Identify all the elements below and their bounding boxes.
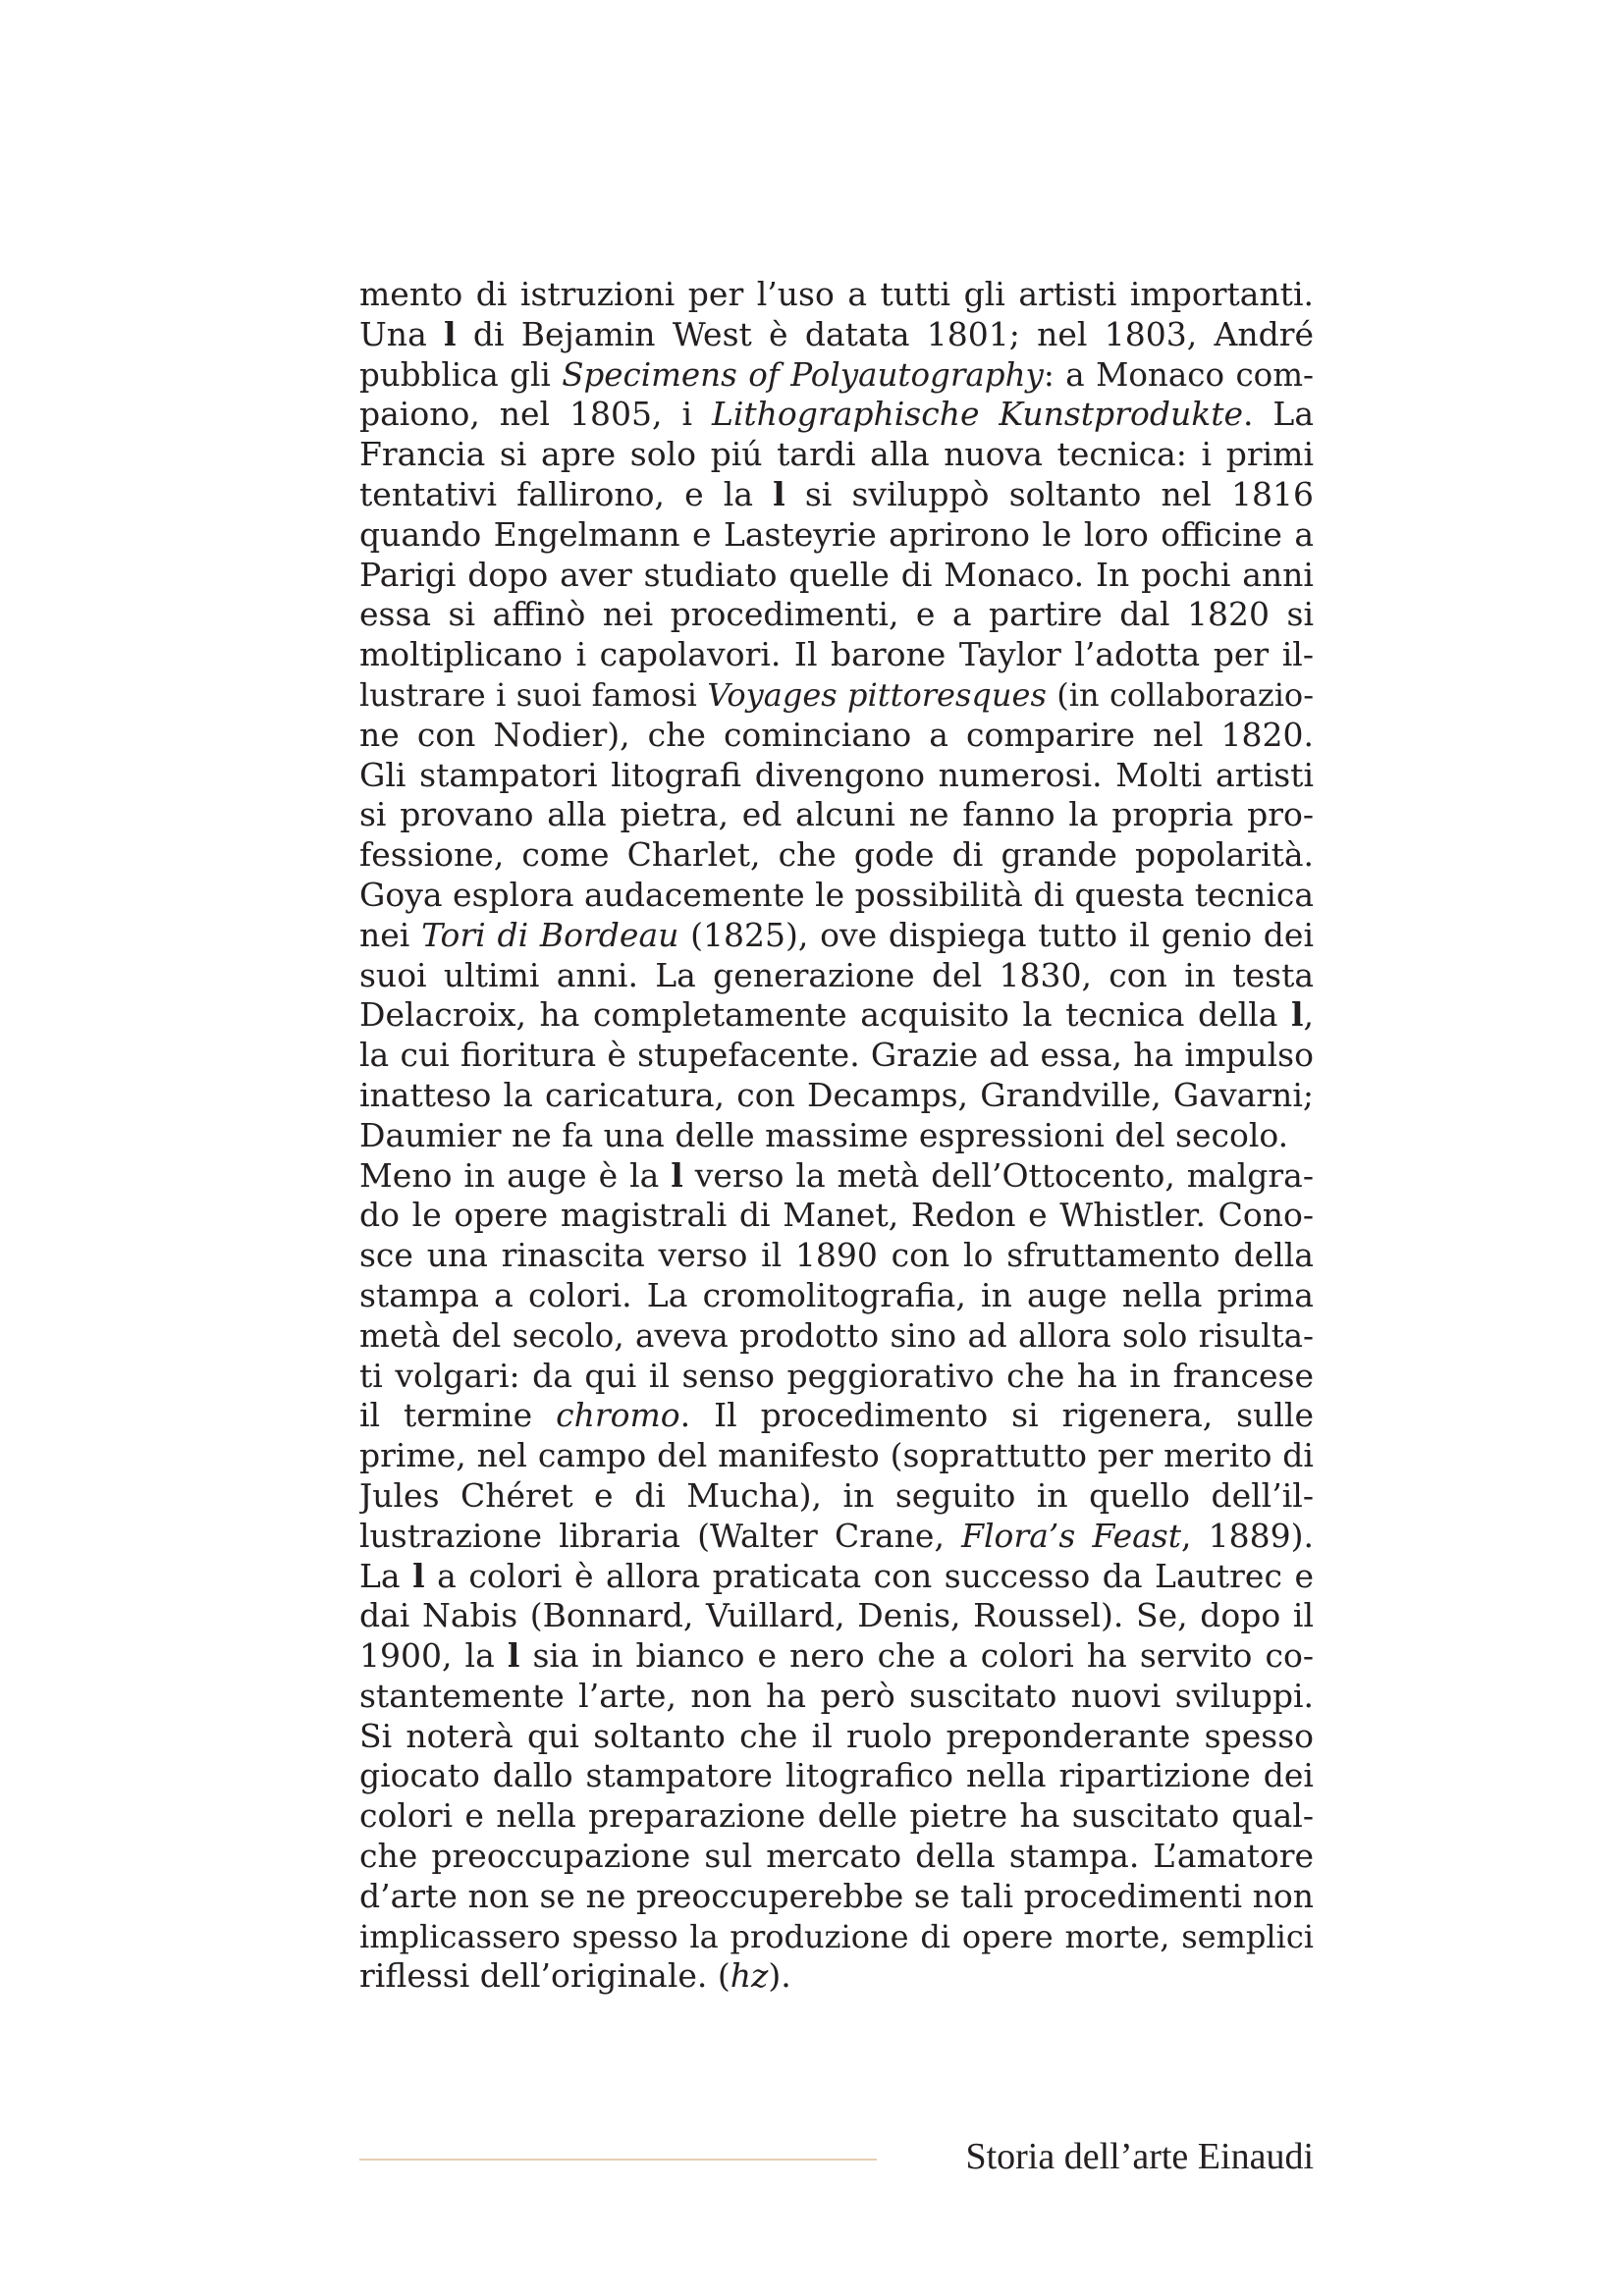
headword-abbreviation: l xyxy=(1290,995,1304,1035)
text-run: tentativi fallirono, e la xyxy=(359,474,774,513)
text-line xyxy=(359,1917,1314,1957)
text-run: il termine xyxy=(359,1396,557,1435)
text-run: stantemente l’arte, non ha però suscitato nuovi sviluppi. xyxy=(359,1676,1314,1715)
text-line xyxy=(359,1837,1314,1877)
text-run: ne con Nodier), che cominciano a comparire nel 1820. xyxy=(359,715,1314,754)
italic-title: Specimens of Polyautography xyxy=(562,355,1044,394)
text-run: ti volgari: da qui il senso peggiorativo che ha in francese xyxy=(359,1356,1314,1395)
headword-abbreviation: l xyxy=(507,1636,520,1676)
text-run: lustrazione libraria (Walter Crane, xyxy=(359,1516,962,1555)
text-line xyxy=(359,275,1314,315)
text-line xyxy=(359,1956,1314,1997)
text-run: Francia si apre solo piú tardi alla nuova tecnica: i primi xyxy=(359,435,1314,474)
text-run: Parigi dopo aver studiato quelle di Monaco. In pochi anni xyxy=(359,555,1314,594)
text-run: lustrare i suoi famosi xyxy=(359,675,708,714)
text-line xyxy=(359,595,1314,635)
headword-abbreviation: l xyxy=(412,1556,425,1595)
text-run: pubblica gli xyxy=(359,355,563,394)
text-line xyxy=(359,1196,1314,1236)
body-text xyxy=(359,275,1314,1997)
text-line xyxy=(359,1276,1314,1316)
italic-title: Tori di Bordeau xyxy=(421,915,679,954)
italic-title: hz xyxy=(730,1956,769,1996)
text-run: essa si affinò nei procedimenti, e a partire dal 1820 si xyxy=(359,595,1314,634)
text-run: quando Engelmann e Lasteyrie aprirono le loro officine a xyxy=(359,514,1314,554)
headword-abbreviation: l xyxy=(773,474,785,513)
text-line xyxy=(359,1796,1314,1837)
text-run: suoi ultimi anni. La generazione del 1830, con in testa xyxy=(359,955,1314,994)
text-line xyxy=(359,395,1314,435)
text-line xyxy=(359,916,1314,956)
text-run: . La xyxy=(1243,395,1314,434)
text-run: Una xyxy=(359,314,445,353)
text-run: mento di istruzioni per l’uso a tutti gli artisti importanti. xyxy=(359,275,1314,313)
text-line xyxy=(359,315,1314,355)
headword-abbreviation: l xyxy=(444,314,457,353)
text-line xyxy=(359,435,1314,475)
text-run: Gli stampatori litografi divengono numerosi. Molti artisti xyxy=(359,755,1314,794)
text-line xyxy=(359,1036,1314,1076)
text-run: sia in bianco e nero che a colori ha servito co- xyxy=(519,1636,1314,1676)
italic-title: Voyages pittoresques xyxy=(707,675,1047,714)
text-line xyxy=(359,956,1314,996)
text-run: do le opere magistrali di Manet, Redon e Whistler. Cono- xyxy=(359,1196,1314,1235)
text-line xyxy=(359,1436,1314,1476)
footer-divider xyxy=(359,2159,877,2161)
text-line xyxy=(359,635,1314,675)
text-run: fessione, come Charlet, che gode di grande popolarità. xyxy=(359,835,1314,875)
text-run: si provano alla pietra, ed alcuni ne fanno la propria pro- xyxy=(359,795,1314,834)
text-run: colori e nella preparazione delle pietre ha suscitato qual- xyxy=(359,1796,1314,1836)
text-run: : a Monaco com- xyxy=(1043,355,1314,394)
text-line xyxy=(359,556,1314,596)
text-run: (in collaborazio- xyxy=(1046,675,1314,714)
text-run: a colori è allora praticata con successo da Lautrec e xyxy=(424,1556,1314,1595)
text-line xyxy=(359,1877,1314,1917)
text-run: Meno in auge è la xyxy=(359,1155,672,1195)
text-line xyxy=(359,1156,1314,1197)
italic-title: Flora’s Feast xyxy=(961,1516,1181,1555)
text-run: 1900, la xyxy=(359,1636,508,1676)
text-run: verso la metà dell’Ottocento, malgra- xyxy=(682,1155,1314,1195)
text-run: ). xyxy=(768,1956,791,1996)
text-run: Goya esplora audacemente le possibilità di questa tecnica xyxy=(359,875,1314,914)
text-run: . Il procedimento si rigenera, sulle xyxy=(679,1396,1314,1435)
text-line xyxy=(359,515,1314,556)
text-line xyxy=(359,1677,1314,1717)
text-run: Daumier ne fa una delle massime espressioni del secolo. xyxy=(359,1115,1289,1154)
text-run: riflessi dell’originale. ( xyxy=(359,1956,730,1996)
text-run: metà del secolo, aveva prodotto sino ad allora solo risulta- xyxy=(359,1316,1314,1355)
text-line xyxy=(359,835,1314,876)
text-run: La xyxy=(359,1556,413,1595)
text-run: paiono, nel 1805, i xyxy=(359,395,712,434)
text-line xyxy=(359,675,1314,716)
text-line xyxy=(359,1557,1314,1597)
text-run: moltiplicano i capolavori. Il barone Taylor l’adotta per il- xyxy=(359,635,1314,674)
text-run: inatteso la caricatura, con Decamps, Grandville, Gavarni; xyxy=(359,1075,1314,1114)
text-line xyxy=(359,1756,1314,1796)
text-run: dai Nabis (Bonnard, Vuillard, Denis, Roussel). Se, dopo il xyxy=(359,1596,1314,1635)
text-run: prime, nel campo del manifesto (soprattutto per merito di xyxy=(359,1436,1314,1475)
text-line xyxy=(359,1476,1314,1517)
text-run: Si noterà qui soltanto che il ruolo preponderante spesso xyxy=(359,1716,1314,1755)
text-run: Jules Chéret e di Mucha), in seguito in quello dell’il- xyxy=(359,1475,1314,1515)
text-run: (1825), ove dispiega tutto il genio dei xyxy=(678,915,1314,954)
text-run: , xyxy=(1303,995,1314,1035)
text-run: si sviluppò soltanto nel 1816 xyxy=(784,474,1314,513)
text-run: che preoccupazione sul mercato della stampa. L’amatore xyxy=(359,1837,1314,1876)
text-line xyxy=(359,475,1314,515)
text-line xyxy=(359,716,1314,756)
text-line xyxy=(359,1636,1314,1677)
text-line xyxy=(359,995,1314,1036)
text-run: implicassero spesso la produzione di opere morte, semplici xyxy=(359,1917,1314,1955)
page-footer xyxy=(359,2132,1314,2181)
text-line xyxy=(359,795,1314,835)
text-run: nei xyxy=(359,915,422,954)
text-run: d’arte non se ne preoccuperebbe se tali procedimenti non xyxy=(359,1876,1314,1915)
text-line xyxy=(359,1717,1314,1757)
text-line xyxy=(359,756,1314,796)
headword-abbreviation: l xyxy=(671,1155,683,1195)
text-run: Delacroix, ha completamente acquisito la tecnica della xyxy=(359,995,1291,1035)
text-line xyxy=(359,1076,1314,1116)
italic-title: Lithographische Kunstprodukte xyxy=(711,395,1243,434)
text-run: di Bejamin West è datata 1801; nel 1803, André xyxy=(456,314,1314,353)
text-line xyxy=(359,876,1314,916)
text-run: stampa a colori. La cromolitografia, in auge nella prima xyxy=(359,1275,1314,1314)
text-line xyxy=(359,1396,1314,1436)
text-run: , 1889). xyxy=(1180,1516,1314,1555)
italic-title: chromo xyxy=(556,1396,680,1435)
text-line xyxy=(359,1517,1314,1557)
text-run: giocato dallo stampatore litografico nella ripartizione dei xyxy=(359,1756,1314,1795)
text-run: la cui fioritura è stupefacente. Grazie ad essa, ha impulso xyxy=(359,1036,1314,1075)
text-line xyxy=(359,1116,1314,1156)
text-line xyxy=(359,1596,1314,1636)
footer-publication-title: Storia dell’arte Einaudi xyxy=(965,2136,1314,2177)
text-line xyxy=(359,1357,1314,1397)
text-line xyxy=(359,1236,1314,1276)
text-line xyxy=(359,355,1314,396)
text-line xyxy=(359,1316,1314,1357)
text-run: sce una rinascita verso il 1890 con lo sfruttamento della xyxy=(359,1236,1314,1275)
